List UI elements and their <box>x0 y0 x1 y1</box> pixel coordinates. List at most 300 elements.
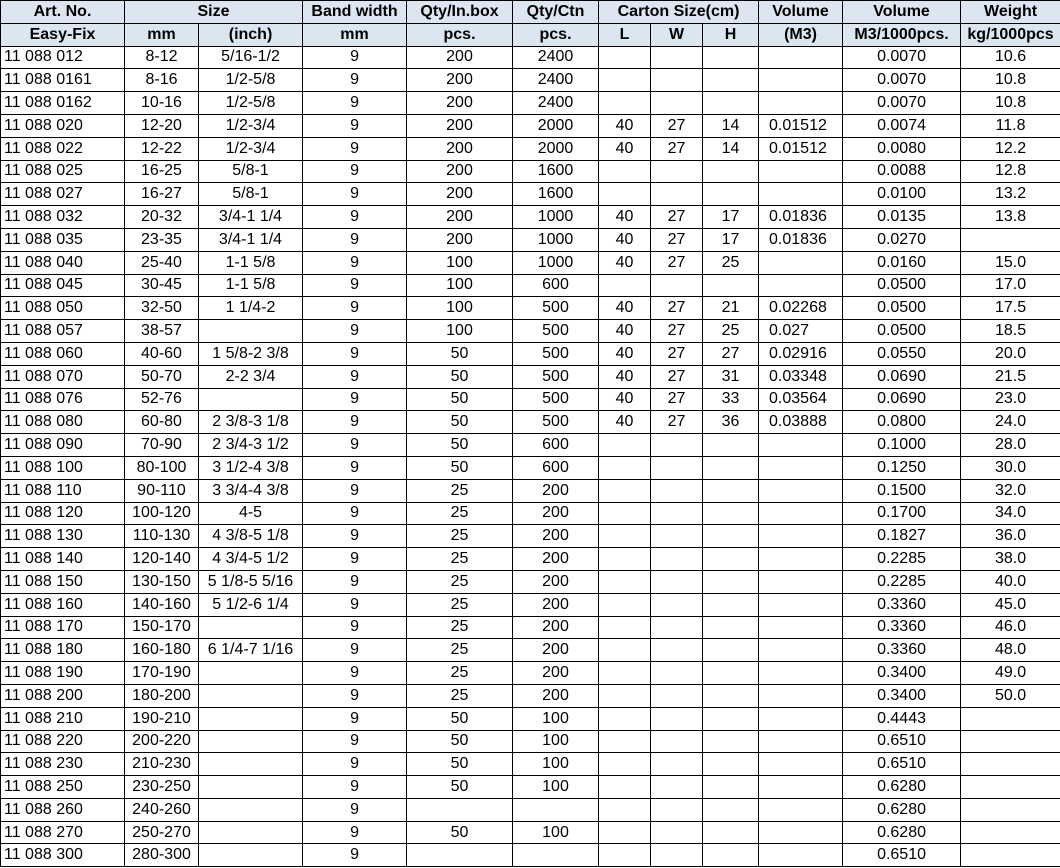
table-row <box>1 456 1060 479</box>
band-width-cell: 9 <box>303 730 407 753</box>
size-mm-cell: 70-90 <box>125 434 199 457</box>
qty-ctn-cell: 200 <box>513 548 599 571</box>
volume-cell <box>759 479 843 502</box>
art-no-cell: 11 088 076 <box>1 388 125 411</box>
weight-cell <box>961 730 1060 753</box>
size-mm-cell: 25-40 <box>125 251 199 274</box>
qty-inbox-cell: 25 <box>407 570 513 593</box>
band-width-cell: 9 <box>303 160 407 183</box>
art-no-cell: 11 088 140 <box>1 548 125 571</box>
weight-cell: 34.0 <box>961 502 1060 525</box>
qty-ctn-cell: 500 <box>513 388 599 411</box>
qty-ctn-cell: 500 <box>513 297 599 320</box>
carton-height-cell <box>703 753 759 776</box>
weight-cell: 23.0 <box>961 388 1060 411</box>
volume-cell: 0.01512 <box>759 114 843 137</box>
carton-height-cell <box>703 69 759 92</box>
weight-cell: 11.8 <box>961 114 1060 137</box>
volume-per-1000-cell: 0.1250 <box>843 456 961 479</box>
carton-height-cell <box>703 593 759 616</box>
table-row <box>1 639 1060 662</box>
size-mm-cell: 10-16 <box>125 92 199 115</box>
volume-per-1000-cell: 0.6280 <box>843 776 961 799</box>
qty-inbox-cell: 100 <box>407 320 513 343</box>
band-width-cell: 9 <box>303 183 407 206</box>
carton-height-cell <box>703 844 759 867</box>
volume-per-1000-cell: 0.2285 <box>843 548 961 571</box>
carton-length-cell <box>599 798 651 821</box>
weight-cell: 32.0 <box>961 479 1060 502</box>
size-inch-cell <box>199 844 303 867</box>
carton-length-cell: 40 <box>599 137 651 160</box>
carton-width-cell <box>651 844 703 867</box>
volume-per-1000-cell: 0.0690 <box>843 388 961 411</box>
table-row <box>1 844 1060 867</box>
band-width-cell: 9 <box>303 69 407 92</box>
size-inch-cell: 4 3/4-5 1/2 <box>199 548 303 571</box>
volume-per-1000-cell: 0.0500 <box>843 274 961 297</box>
size-mm-cell: 12-20 <box>125 114 199 137</box>
size-inch-cell: 6 1/4-7 1/16 <box>199 639 303 662</box>
carton-height-cell <box>703 434 759 457</box>
size-inch-cell: 1 1/4-2 <box>199 297 303 320</box>
art-no-cell: 11 088 090 <box>1 434 125 457</box>
art-no-cell: 11 088 027 <box>1 183 125 206</box>
band-width-cell: 9 <box>303 821 407 844</box>
size-inch-cell: 3/4-1 1/4 <box>199 206 303 229</box>
table-row <box>1 730 1060 753</box>
qty-inbox-cell: 50 <box>407 707 513 730</box>
size-inch-cell: 2 3/8-3 1/8 <box>199 411 303 434</box>
carton-height-cell: 25 <box>703 320 759 343</box>
band-width-cell: 9 <box>303 206 407 229</box>
weight-cell: 20.0 <box>961 342 1060 365</box>
carton-length-cell <box>599 616 651 639</box>
header-art-no: Art. No. <box>1 1 125 24</box>
size-mm-cell: 150-170 <box>125 616 199 639</box>
volume-per-1000-cell: 0.1500 <box>843 479 961 502</box>
carton-width-cell <box>651 707 703 730</box>
size-mm-cell: 80-100 <box>125 456 199 479</box>
carton-width-cell: 27 <box>651 114 703 137</box>
volume-cell <box>759 502 843 525</box>
qty-inbox-cell: 50 <box>407 434 513 457</box>
header-row-1 <box>1 1 1060 24</box>
art-no-cell: 11 088 020 <box>1 114 125 137</box>
volume-per-1000-cell: 0.0080 <box>843 137 961 160</box>
band-width-cell: 9 <box>303 365 407 388</box>
carton-width-cell: 27 <box>651 228 703 251</box>
carton-width-cell <box>651 502 703 525</box>
qty-ctn-cell: 2000 <box>513 114 599 137</box>
qty-inbox-cell: 25 <box>407 684 513 707</box>
weight-cell: 12.8 <box>961 160 1060 183</box>
header-width: W <box>651 23 703 46</box>
volume-cell <box>759 639 843 662</box>
carton-width-cell <box>651 821 703 844</box>
size-mm-cell: 190-210 <box>125 707 199 730</box>
size-inch-cell <box>199 776 303 799</box>
weight-cell <box>961 821 1060 844</box>
qty-ctn-cell: 1000 <box>513 206 599 229</box>
qty-ctn-cell: 1600 <box>513 160 599 183</box>
volume-per-1000-cell: 0.0088 <box>843 160 961 183</box>
header-qty-inbox: Qty/In.box <box>407 1 513 24</box>
art-no-cell: 11 088 220 <box>1 730 125 753</box>
volume-cell <box>759 548 843 571</box>
size-inch-cell: 5/8-1 <box>199 160 303 183</box>
qty-ctn-cell: 2400 <box>513 69 599 92</box>
size-inch-cell: 5/8-1 <box>199 183 303 206</box>
table-header <box>1 1 1060 47</box>
band-width-cell: 9 <box>303 114 407 137</box>
header-easy-fix: Easy-Fix <box>1 23 125 46</box>
volume-per-1000-cell: 0.2285 <box>843 570 961 593</box>
band-width-cell: 9 <box>303 228 407 251</box>
weight-cell: 49.0 <box>961 662 1060 685</box>
qty-inbox-cell: 100 <box>407 251 513 274</box>
carton-height-cell: 27 <box>703 342 759 365</box>
size-inch-cell: 1 5/8-2 3/8 <box>199 342 303 365</box>
carton-width-cell <box>651 798 703 821</box>
qty-inbox-cell: 50 <box>407 730 513 753</box>
carton-height-cell: 33 <box>703 388 759 411</box>
table-row <box>1 753 1060 776</box>
qty-ctn-cell: 600 <box>513 274 599 297</box>
art-no-cell: 11 088 160 <box>1 593 125 616</box>
table-row <box>1 69 1060 92</box>
qty-inbox-cell: 200 <box>407 114 513 137</box>
header-height: H <box>703 23 759 46</box>
table-row <box>1 616 1060 639</box>
weight-cell: 10.8 <box>961 69 1060 92</box>
size-inch-cell <box>199 662 303 685</box>
size-mm-cell: 12-22 <box>125 137 199 160</box>
volume-per-1000-cell: 0.0100 <box>843 183 961 206</box>
volume-cell <box>759 251 843 274</box>
art-no-cell: 11 088 070 <box>1 365 125 388</box>
volume-per-1000-cell: 0.0270 <box>843 228 961 251</box>
band-width-cell: 9 <box>303 548 407 571</box>
carton-width-cell <box>651 183 703 206</box>
size-inch-cell: 1/2-5/8 <box>199 69 303 92</box>
art-no-cell: 11 088 110 <box>1 479 125 502</box>
carton-length-cell: 40 <box>599 411 651 434</box>
table-row <box>1 548 1060 571</box>
carton-length-cell: 40 <box>599 251 651 274</box>
volume-cell: 0.03888 <box>759 411 843 434</box>
carton-length-cell: 40 <box>599 342 651 365</box>
qty-ctn-cell: 600 <box>513 456 599 479</box>
table-row <box>1 114 1060 137</box>
qty-ctn-cell: 600 <box>513 434 599 457</box>
qty-ctn-cell: 200 <box>513 639 599 662</box>
qty-ctn-cell: 200 <box>513 616 599 639</box>
band-width-cell: 9 <box>303 46 407 69</box>
qty-inbox-cell: 100 <box>407 274 513 297</box>
carton-width-cell <box>651 730 703 753</box>
carton-width-cell <box>651 479 703 502</box>
carton-width-cell <box>651 92 703 115</box>
weight-cell <box>961 798 1060 821</box>
size-inch-cell <box>199 320 303 343</box>
volume-per-1000-cell: 0.0690 <box>843 365 961 388</box>
carton-length-cell <box>599 525 651 548</box>
qty-ctn-cell: 2400 <box>513 92 599 115</box>
volume-per-1000-cell: 0.0500 <box>843 320 961 343</box>
qty-ctn-cell: 100 <box>513 730 599 753</box>
volume-cell: 0.01836 <box>759 228 843 251</box>
carton-length-cell <box>599 456 651 479</box>
weight-cell <box>961 228 1060 251</box>
qty-ctn-cell: 100 <box>513 776 599 799</box>
header-volume-unit: (M3) <box>759 23 843 46</box>
size-mm-cell: 100-120 <box>125 502 199 525</box>
band-width-cell: 9 <box>303 320 407 343</box>
carton-width-cell <box>651 434 703 457</box>
volume-cell <box>759 844 843 867</box>
qty-inbox-cell <box>407 798 513 821</box>
weight-cell: 10.8 <box>961 92 1060 115</box>
table-row <box>1 46 1060 69</box>
table-row <box>1 92 1060 115</box>
carton-height-cell <box>703 274 759 297</box>
volume-per-1000-cell: 0.0800 <box>843 411 961 434</box>
weight-cell: 15.0 <box>961 251 1060 274</box>
header-size-inch: (inch) <box>199 23 303 46</box>
size-inch-cell: 1-1 5/8 <box>199 251 303 274</box>
carton-width-cell: 27 <box>651 137 703 160</box>
size-mm-cell: 16-25 <box>125 160 199 183</box>
carton-width-cell <box>651 616 703 639</box>
volume-per-1000-cell: 0.3400 <box>843 684 961 707</box>
volume-per-1000-cell: 0.0070 <box>843 69 961 92</box>
size-mm-cell: 120-140 <box>125 548 199 571</box>
volume-per-1000-cell: 0.1827 <box>843 525 961 548</box>
volume-cell <box>759 183 843 206</box>
volume-per-1000-cell: 0.6510 <box>843 730 961 753</box>
volume-cell <box>759 46 843 69</box>
header-row-2 <box>1 23 1060 46</box>
size-inch-cell: 2-2 3/4 <box>199 365 303 388</box>
header-size-mm: mm <box>125 23 199 46</box>
table-row <box>1 365 1060 388</box>
band-width-cell: 9 <box>303 456 407 479</box>
volume-per-1000-cell: 0.6280 <box>843 821 961 844</box>
size-inch-cell <box>199 707 303 730</box>
table-row <box>1 662 1060 685</box>
size-inch-cell: 1/2-3/4 <box>199 137 303 160</box>
qty-ctn-cell: 2400 <box>513 46 599 69</box>
size-mm-cell: 250-270 <box>125 821 199 844</box>
table-row <box>1 502 1060 525</box>
size-inch-cell <box>199 684 303 707</box>
carton-length-cell <box>599 479 651 502</box>
carton-height-cell: 17 <box>703 206 759 229</box>
qty-inbox-cell: 50 <box>407 388 513 411</box>
art-no-cell: 11 088 032 <box>1 206 125 229</box>
volume-cell: 0.027 <box>759 320 843 343</box>
volume-per-1000-cell: 0.0135 <box>843 206 961 229</box>
size-mm-cell: 240-260 <box>125 798 199 821</box>
carton-width-cell <box>651 525 703 548</box>
size-mm-cell: 8-12 <box>125 46 199 69</box>
volume-cell: 0.02916 <box>759 342 843 365</box>
qty-ctn-cell: 1600 <box>513 183 599 206</box>
carton-width-cell <box>651 684 703 707</box>
size-mm-cell: 200-220 <box>125 730 199 753</box>
qty-ctn-cell: 200 <box>513 525 599 548</box>
qty-inbox-cell: 25 <box>407 639 513 662</box>
size-mm-cell: 90-110 <box>125 479 199 502</box>
size-inch-cell <box>199 616 303 639</box>
art-no-cell: 11 088 230 <box>1 753 125 776</box>
size-mm-cell: 52-76 <box>125 388 199 411</box>
carton-height-cell <box>703 639 759 662</box>
size-inch-cell <box>199 753 303 776</box>
qty-inbox-cell: 25 <box>407 525 513 548</box>
carton-width-cell <box>651 69 703 92</box>
volume-cell <box>759 684 843 707</box>
weight-cell: 24.0 <box>961 411 1060 434</box>
qty-ctn-cell: 500 <box>513 411 599 434</box>
weight-cell: 46.0 <box>961 616 1060 639</box>
art-no-cell: 11 088 057 <box>1 320 125 343</box>
weight-cell: 50.0 <box>961 684 1060 707</box>
band-width-cell: 9 <box>303 251 407 274</box>
art-no-cell: 11 088 190 <box>1 662 125 685</box>
qty-inbox-cell: 200 <box>407 137 513 160</box>
carton-height-cell <box>703 525 759 548</box>
band-width-cell: 9 <box>303 388 407 411</box>
header-volume-per-1000-unit: M3/1000pcs. <box>843 23 961 46</box>
carton-length-cell <box>599 570 651 593</box>
qty-inbox-cell: 200 <box>407 228 513 251</box>
weight-cell: 18.5 <box>961 320 1060 343</box>
table-row <box>1 342 1060 365</box>
art-no-cell: 11 088 300 <box>1 844 125 867</box>
size-mm-cell: 8-16 <box>125 69 199 92</box>
qty-inbox-cell: 50 <box>407 411 513 434</box>
qty-inbox-cell: 200 <box>407 206 513 229</box>
carton-length-cell: 40 <box>599 365 651 388</box>
carton-length-cell: 40 <box>599 320 651 343</box>
band-width-cell: 9 <box>303 753 407 776</box>
header-inbox-unit: pcs. <box>407 23 513 46</box>
qty-ctn-cell: 500 <box>513 342 599 365</box>
table-row <box>1 320 1060 343</box>
qty-ctn-cell: 200 <box>513 593 599 616</box>
carton-length-cell <box>599 593 651 616</box>
volume-cell <box>759 160 843 183</box>
volume-per-1000-cell: 0.3400 <box>843 662 961 685</box>
band-width-cell: 9 <box>303 479 407 502</box>
art-no-cell: 11 088 250 <box>1 776 125 799</box>
carton-length-cell: 40 <box>599 206 651 229</box>
carton-length-cell <box>599 548 651 571</box>
band-width-cell: 9 <box>303 639 407 662</box>
volume-per-1000-cell: 0.6510 <box>843 844 961 867</box>
table-row <box>1 137 1060 160</box>
qty-ctn-cell: 200 <box>513 479 599 502</box>
table-row <box>1 479 1060 502</box>
size-inch-cell: 5 1/8-5 5/16 <box>199 570 303 593</box>
volume-per-1000-cell: 0.3360 <box>843 639 961 662</box>
weight-cell: 45.0 <box>961 593 1060 616</box>
size-inch-cell <box>199 388 303 411</box>
qty-inbox-cell: 25 <box>407 548 513 571</box>
carton-height-cell <box>703 160 759 183</box>
art-no-cell: 11 088 012 <box>1 46 125 69</box>
carton-height-cell <box>703 92 759 115</box>
size-mm-cell: 32-50 <box>125 297 199 320</box>
qty-ctn-cell: 2000 <box>513 137 599 160</box>
volume-cell <box>759 662 843 685</box>
volume-cell <box>759 92 843 115</box>
art-no-cell: 11 088 025 <box>1 160 125 183</box>
volume-per-1000-cell: 0.1700 <box>843 502 961 525</box>
size-inch-cell: 4 3/8-5 1/8 <box>199 525 303 548</box>
band-width-cell: 9 <box>303 570 407 593</box>
qty-inbox-cell <box>407 844 513 867</box>
carton-width-cell: 27 <box>651 320 703 343</box>
qty-ctn-cell: 100 <box>513 753 599 776</box>
volume-cell: 0.03564 <box>759 388 843 411</box>
size-mm-cell: 16-27 <box>125 183 199 206</box>
size-mm-cell: 180-200 <box>125 684 199 707</box>
table-row <box>1 388 1060 411</box>
size-mm-cell: 210-230 <box>125 753 199 776</box>
art-no-cell: 11 088 0162 <box>1 92 125 115</box>
size-inch-cell <box>199 821 303 844</box>
carton-width-cell <box>651 662 703 685</box>
qty-ctn-cell: 200 <box>513 684 599 707</box>
carton-length-cell: 40 <box>599 228 651 251</box>
table-row <box>1 684 1060 707</box>
header-qty-ctn: Qty/Ctn <box>513 1 599 24</box>
band-width-cell: 9 <box>303 411 407 434</box>
carton-height-cell <box>703 730 759 753</box>
header-volume-per-1000: Volume <box>843 1 961 24</box>
art-no-cell: 11 088 130 <box>1 525 125 548</box>
volume-cell <box>759 525 843 548</box>
volume-cell <box>759 69 843 92</box>
carton-width-cell <box>651 46 703 69</box>
weight-cell: 28.0 <box>961 434 1060 457</box>
carton-width-cell: 27 <box>651 365 703 388</box>
carton-width-cell <box>651 776 703 799</box>
table-row <box>1 798 1060 821</box>
volume-cell <box>759 456 843 479</box>
qty-inbox-cell: 200 <box>407 69 513 92</box>
size-mm-cell: 170-190 <box>125 662 199 685</box>
carton-height-cell: 36 <box>703 411 759 434</box>
band-width-cell: 9 <box>303 342 407 365</box>
size-inch-cell: 3 3/4-4 3/8 <box>199 479 303 502</box>
carton-height-cell: 17 <box>703 228 759 251</box>
carton-length-cell <box>599 274 651 297</box>
weight-cell: 17.5 <box>961 297 1060 320</box>
size-mm-cell: 20-32 <box>125 206 199 229</box>
art-no-cell: 11 088 0161 <box>1 69 125 92</box>
weight-cell: 36.0 <box>961 525 1060 548</box>
art-no-cell: 11 088 120 <box>1 502 125 525</box>
carton-width-cell: 27 <box>651 297 703 320</box>
weight-cell: 38.0 <box>961 548 1060 571</box>
table-row <box>1 707 1060 730</box>
size-mm-cell: 110-130 <box>125 525 199 548</box>
carton-length-cell <box>599 662 651 685</box>
